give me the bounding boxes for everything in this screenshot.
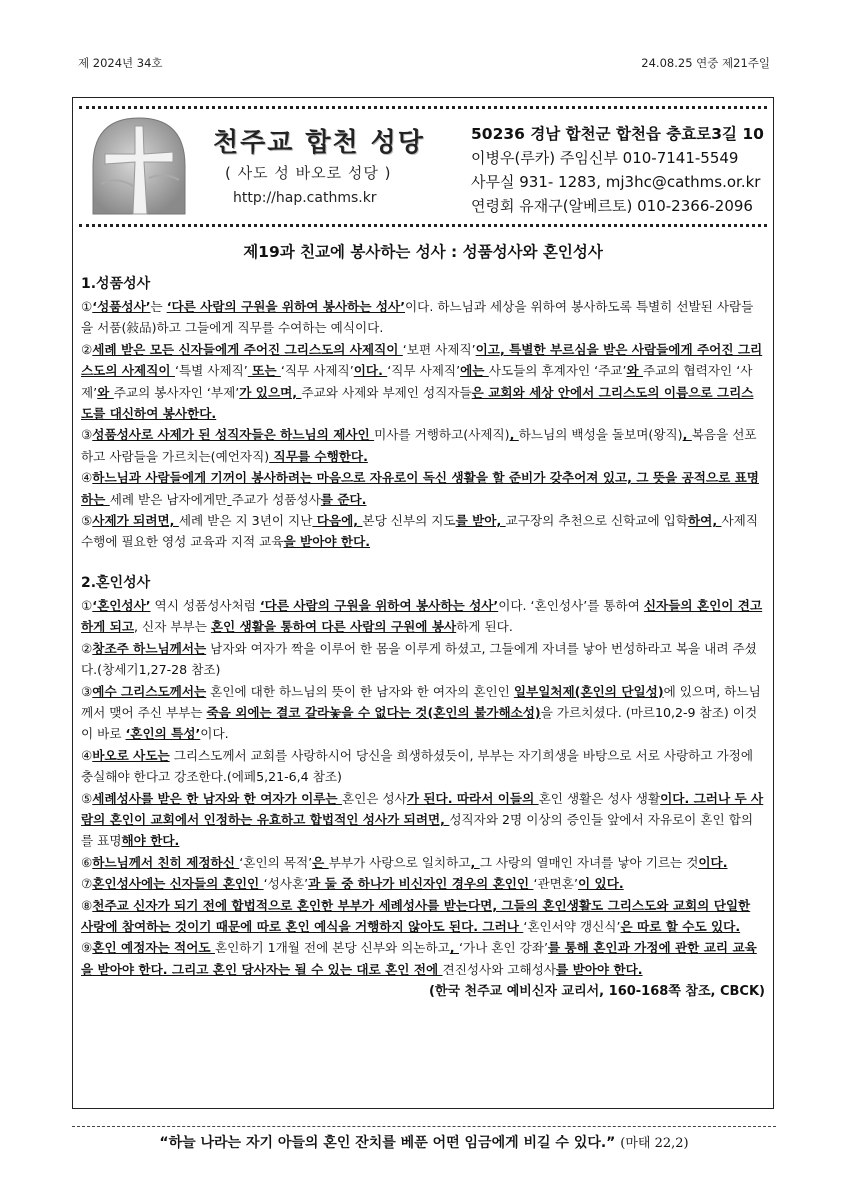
council-contact: 연령회 유재구(알베르토) 010-2366-2096: [471, 197, 753, 215]
item-text: 혼인은 성사: [341, 790, 407, 806]
emphasized-text: 창조주 하느님께서는: [92, 640, 207, 656]
emphasized-text: 일부일처제(혼인의 단일성): [513, 683, 664, 699]
item-marker: ①: [81, 597, 93, 613]
contact-info: [471, 122, 764, 218]
list-item: [81, 296, 765, 339]
emphasized-text: 예수 그리스도께서는: [92, 683, 207, 699]
section-ordination-items: [81, 296, 765, 553]
emphasized-text: 은 따로 할 수도 있다.: [620, 918, 741, 934]
item-marker: ②: [81, 341, 93, 357]
emphasized-text: 혼인성사에는 신자들의 혼인인: [92, 876, 264, 892]
list-item: [81, 510, 765, 553]
item-text: 에 있으며, 하느님께서 맺어 주신 부부는: [81, 683, 761, 720]
item-marker: ④: [81, 747, 93, 763]
item-text: ‘직무 사제직’: [280, 363, 354, 379]
emphasized-text: 해야 한다.: [121, 833, 180, 849]
item-text: 사도들의 후계자인 ‘주교’: [488, 363, 627, 379]
emphasized-text: 가 있으며,: [239, 384, 302, 400]
emphasized-text: 세례 받은 모든 신자들에게 주어진 그리스도의 사제직이: [92, 341, 403, 357]
item-text: 그리스도께서 교회를 사랑하시어 당신을 희생하셨듯이, 부부는 자기희생을 바탕으로 서로 사랑하고 가정에 충실해야 한다고 강조한다.(에페5,21-6,4 참조): [81, 747, 754, 785]
item-text: 미사를 거행하고(사제직): [374, 427, 510, 443]
item-text: 이다. 하느님과 세상을 위하여 봉사하도록 특별히 선발된 사람들을 서품(敍品)하고 그들에게 직무를 수여하는 예식이다.: [81, 299, 754, 336]
list-item: [81, 595, 765, 638]
item-text: 혼인 생활은 성사 생활: [538, 790, 661, 806]
emphasized-text: 혼인 예정자는 적어도: [92, 940, 215, 956]
emphasized-text: 하느님께서 친히 제정하신: [92, 854, 240, 870]
item-marker: ⑨: [81, 940, 93, 956]
item-text: ‘혼인서약 갱신식’: [523, 918, 621, 934]
emphasized-text: 이다.: [698, 854, 728, 870]
item-text: ‘보편 사제직’: [402, 341, 476, 357]
emphasized-text: 이다.: [353, 363, 388, 379]
section-matrimony-items: [81, 595, 765, 980]
emphasized-text: ‘혼인의 특성’: [125, 726, 201, 742]
item-text: 세례 받은 지 3년이 지난: [178, 513, 313, 529]
emphasized-text: 하느님과 사람들에게 기꺼이 봉사하려는 마음으로 자유로이 독신 생활을 할 준비가 갖추어져 있고, 그 뜻을 공적으로 표명하는: [81, 470, 759, 507]
emphasized-text: 이 있다.: [577, 876, 624, 892]
list-item: [81, 745, 765, 788]
emphasized-text: 를 받아,: [455, 513, 506, 529]
item-marker: ④: [81, 470, 93, 486]
issue-date: 24.08.25 연중 제21주일: [641, 56, 770, 70]
item-text: 그 사랑의 열매인 자녀를 낳아 기르는 것: [479, 854, 699, 870]
item-marker: ③: [81, 683, 93, 699]
item-text: 세례 받은 남자에게만: [109, 491, 228, 507]
emphasized-text: 를 받아야 한다.: [556, 961, 643, 977]
emphasized-text: 과 둘 중 하나가 비신자인 경우의 혼인인: [308, 876, 534, 892]
item-text: 역시 성품성사처럼: [150, 597, 260, 613]
item-text: 교구장의 추천으로 신학교에 입학: [505, 513, 688, 529]
item-marker: ⑤: [81, 790, 93, 806]
emphasized-text: 직무를 수행한다.: [269, 448, 368, 464]
item-text: ‘성사혼’: [263, 876, 309, 892]
list-item: [81, 895, 765, 938]
top-header: [78, 55, 770, 71]
emphasized-text: 이고, 특별한 부르심을 받은 사람들에게 주어진 그리스도의 사제직이: [81, 341, 763, 379]
emphasized-text: 은: [312, 854, 329, 870]
pastor-contact: 이병우(루카) 주임신부 010-7141-5549: [471, 149, 739, 167]
footer-dashed-rule: [72, 1126, 776, 1127]
footer-quote-text: “하늘 나라는 자기 아들의 혼인 잔치를 베푼 어떤 임금에게 비길 수 있다.”: [159, 1135, 616, 1151]
emphasized-text: 을 받아야 한다.: [283, 534, 371, 550]
item-text: ‘혼인의 목적’: [239, 854, 313, 870]
church-url: http://hap.cathms.kr: [233, 190, 377, 206]
emphasized-text: ‘혼인성사’: [92, 597, 151, 613]
church-name: 천주교 합천 성당: [213, 128, 425, 158]
emphasized-text: 가 된다. 따라서 이들의: [406, 790, 539, 806]
item-text: 본당 신부의 지도: [362, 513, 456, 529]
item-text: 을 가르치셨다. (마르10,2-9 참조) 이것이 바로: [81, 704, 758, 742]
emphasized-text: 은 교회와 세상 안에서 그리스도의 이름으로 그리스도를 대신하여 봉사한다.: [81, 384, 754, 422]
lesson-content: [81, 238, 765, 1003]
emphasized-text: 성품성사로 사제가 된 성직자들은 하느님의 제사인: [92, 427, 375, 443]
emphasized-text: 천주교 신자가 되기 전에 합법적으로 혼인한 부부가 세례성사를 받는다면, 그들의 혼인생활도 그리스도와 교회의 단일한 사랑에 참여하는 것이기 때문에 따로 혼인 예식을 거행하지 않아도 된다. 그러나: [81, 897, 751, 934]
emphasized-text: 세례성사를 받은 한 남자와 한 여자가 이루는: [92, 790, 342, 806]
emphasized-text: ,: [682, 427, 692, 443]
list-item: [81, 467, 765, 510]
list-item: [81, 852, 765, 873]
item-text: 하느님의 백성을 돌보며(왕직): [518, 427, 683, 443]
list-item: [81, 937, 765, 980]
item-text: 는: [150, 299, 167, 314]
item-marker: ②: [81, 640, 93, 656]
item-text: 견진성사와 고해성사: [442, 961, 557, 977]
bulletin-frame: [72, 97, 774, 1109]
emphasized-text: 하여,: [687, 513, 722, 529]
footer-quote-source: (마태 22,2): [620, 1136, 689, 1151]
item-text: ‘관면혼’: [533, 876, 578, 892]
emphasized-text: ‘다른 사람의 구원을 위하여 봉사하는 성사’: [166, 299, 406, 314]
list-item: [81, 788, 765, 852]
issue-number: 제 2024년 34호: [78, 56, 163, 70]
emphasized-text: 죽음 외에는 결코 갈라놓을 수 없다는 것(혼인의 불가해소성): [206, 704, 541, 720]
item-text: , 신자 부부는: [134, 619, 211, 635]
item-text: 주교의 협력자인 ‘사제’: [81, 363, 753, 400]
emphasized-text: ,: [509, 427, 519, 443]
item-marker: ⑤: [81, 513, 93, 529]
item-text: 주교와 사제와 부제인 성직자들: [301, 384, 472, 400]
section-heading-matrimony: 2.혼인성사: [81, 574, 151, 591]
item-text: ‘특별 사제직’: [174, 363, 248, 379]
item-text: 하게 된다.: [456, 619, 513, 635]
item-marker: ⑧: [81, 897, 93, 913]
item-text: 주교가 성품성사: [231, 491, 321, 507]
item-text: 이다.: [200, 726, 229, 742]
section-heading-ordination: 1.성품성사: [81, 276, 151, 292]
emphasized-text: 다음에,: [312, 513, 363, 529]
emphasized-text: 혼인 생활을 통하여 다른 사람의 구원에 봉사: [210, 619, 457, 635]
item-text: 부부가 사랑으로 일치하고: [328, 854, 471, 870]
emphasized-text: ‘다른 사람의 구원을 위하여 봉사하는 성사’: [259, 597, 499, 613]
item-marker: ①: [81, 299, 93, 314]
list-item: [81, 638, 765, 681]
item-text: 복음을 선포하고 사람들을 가르치는(예언자직): [81, 427, 757, 464]
item-marker: ③: [81, 427, 93, 443]
item-marker: ⑦: [81, 876, 93, 892]
emphasized-text: ,: [449, 940, 459, 956]
reference-citation: (한국 천주교 예비신자 교리서, 160-168쪽 참조, CBCK): [428, 984, 765, 1000]
list-item: [81, 424, 765, 467]
emphasized-text: 바오로 사도는: [92, 747, 170, 763]
item-text: 이다. ‘혼인성사’를 통하여: [498, 597, 644, 613]
emphasized-text: 또는: [247, 363, 281, 379]
item-marker: ⑥: [81, 854, 93, 870]
item-text: 혼인하기 1개월 전에 본당 신부와 의논하고: [214, 940, 450, 956]
item-text: 사제직 수행에 필요한 영성 교육과 지적 교육: [81, 513, 758, 550]
emphasized-text: 사제가 되려면,: [92, 513, 179, 529]
emphasized-text: ,: [470, 854, 480, 870]
emphasized-text: 를 통해 혼인과 가정에 관한 교리 교육을 받아야 한다. 그리고 혼인 당사자는 될 수 있는 대로 혼인 전에: [81, 940, 757, 977]
item-text: 남자와 여자가 짝을 이루어 한 몸을 이루게 하셨고, 그들에게 자녀를 낳아 번성하라고 복을 내려 주셨다.(창세기1,27-28 참조): [81, 640, 757, 678]
church-logo-icon: [87, 114, 191, 216]
emphasized-text: ‘성품성사’: [92, 299, 151, 314]
list-item: [81, 681, 765, 745]
emphasized-text: 를 준다.: [320, 491, 367, 507]
list-item: [81, 339, 765, 425]
footer-quote: [0, 1132, 848, 1152]
item-text: 성직자와 2명 이상의 증인들 앞에서 자유로이 혼인 합의를 표명: [81, 811, 754, 849]
emphasized-text: 와: [97, 384, 114, 400]
emphasized-text: 신자들의 혼인이 견고하게 되고: [81, 597, 763, 635]
lesson-title: 제19과 친교에 봉사하는 성사 : 성품성사와 혼인성사: [243, 243, 603, 261]
item-text: ‘가나 혼인 강좌’: [458, 940, 548, 956]
header-dotted-rule: [79, 224, 767, 227]
item-text: 혼인에 대한 하느님의 뜻이 한 남자와 한 여자의 혼인인: [206, 683, 514, 699]
emphasized-text: 이다. 그러나 두 사람의 혼인이 교회에서 인정하는 유효하고 합법적인 성사가 되려면,: [81, 790, 764, 827]
church-subtitle: ( 사도 성 바오로 성당 ): [225, 164, 392, 182]
item-text: ‘직무 사제직’: [387, 363, 461, 379]
office-contact: 사무실 931- 1283, mj3hc@cathms.or.kr: [471, 173, 761, 191]
item-text: 주교의 봉사자인 ‘부제’: [113, 384, 240, 400]
church-address: 50236 경남 합천군 합천읍 충효로3길 10: [471, 125, 764, 143]
emphasized-text: 에는: [460, 363, 489, 379]
emphasized-text: 와: [626, 363, 644, 379]
list-item: [81, 873, 765, 894]
top-dotted-rule: [79, 106, 767, 109]
